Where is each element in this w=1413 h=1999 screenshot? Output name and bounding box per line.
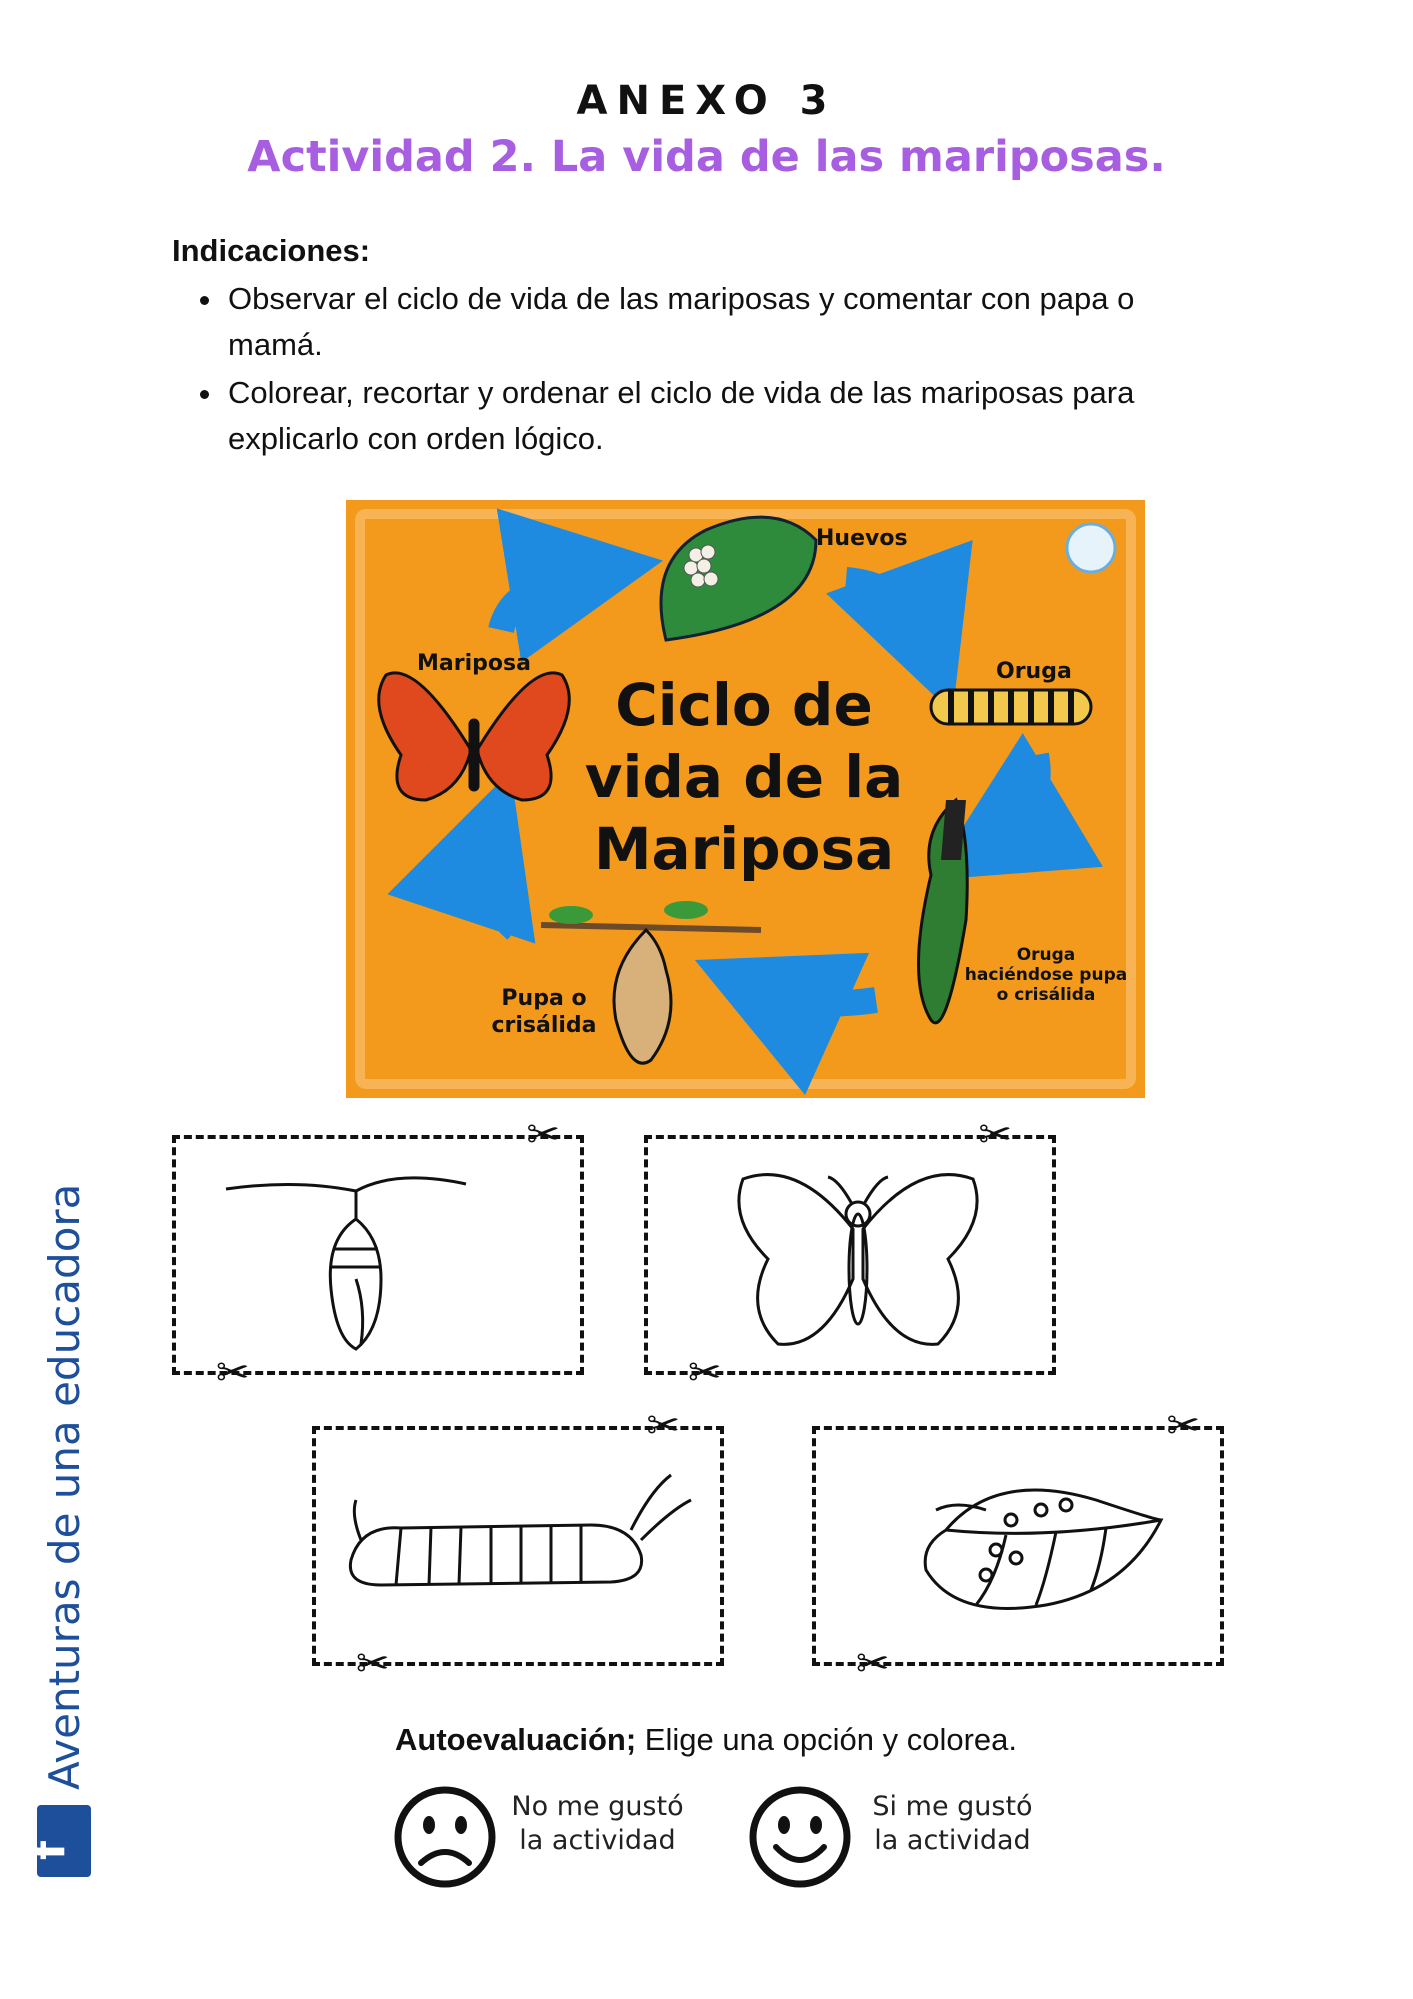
label-oruga-pupa-2: haciéndose pupa bbox=[964, 965, 1128, 985]
chrysalis-icon bbox=[216, 1149, 486, 1359]
cut-card-eggs-leaf bbox=[812, 1403, 1224, 1687]
scissors-icon: ✂ bbox=[1166, 1403, 1200, 1449]
poster-title-line-2: vida de la bbox=[584, 743, 904, 811]
scissors-icon: ✂ bbox=[646, 1403, 680, 1449]
option-like-line-2: la actividad bbox=[874, 1825, 1031, 1856]
label-oruga-pupa-3: o crisálida bbox=[996, 985, 1096, 1005]
poster-title-line-3: Mariposa bbox=[593, 815, 895, 883]
logo-icon bbox=[1067, 524, 1115, 572]
brand-text: Aventuras de una educadora bbox=[40, 1183, 89, 1790]
scissors-icon: ✂ bbox=[978, 1112, 1012, 1158]
leaf-eggs-icon bbox=[896, 1480, 1166, 1630]
brand-sidebar bbox=[24, 1160, 95, 1880]
scissors-icon: ✂ bbox=[356, 1641, 390, 1687]
butterfly-icon bbox=[728, 1159, 988, 1359]
label-pupa-2: crisálida bbox=[491, 1013, 597, 1038]
svg-text:f: f bbox=[24, 1840, 75, 1860]
annex-title: ANEXO 3 bbox=[576, 78, 837, 124]
activity-title: Actividad 2. La vida de las mariposas. bbox=[247, 132, 1166, 182]
option-like-line-1: Si me gustó bbox=[872, 1791, 1033, 1822]
scissors-icon: ✂ bbox=[688, 1350, 722, 1396]
option-dislike-line-2: la actividad bbox=[519, 1825, 676, 1856]
cut-card-chrysalis bbox=[172, 1112, 584, 1396]
option-dislike bbox=[505, 1790, 690, 1858]
label-oruga: Oruga bbox=[996, 659, 1072, 684]
instructions-list bbox=[172, 276, 1232, 464]
instructions-heading: Indicaciones: bbox=[172, 233, 371, 268]
option-dislike-line-1: No me gustó bbox=[511, 1791, 684, 1822]
self-evaluation-instruction: Elige una opción y colorea. bbox=[636, 1722, 1018, 1757]
sad-face-icon[interactable] bbox=[393, 1785, 497, 1889]
instruction-item: Colorear, recortar y ordenar el ciclo de vida de las mariposas para explicarlo con orden lógico. bbox=[172, 370, 1232, 462]
self-evaluation-label: Autoevaluación; bbox=[395, 1722, 637, 1757]
label-huevos: Huevos bbox=[816, 526, 908, 551]
option-like bbox=[860, 1790, 1045, 1858]
life-cycle-poster bbox=[346, 500, 1145, 1098]
scissors-icon: ✂ bbox=[526, 1112, 560, 1158]
poster-title-line-1: Ciclo de bbox=[615, 671, 873, 739]
label-oruga-pupa-1: Oruga bbox=[1016, 945, 1076, 965]
scissors-icon: ✂ bbox=[216, 1350, 250, 1396]
happy-face-icon[interactable] bbox=[748, 1785, 852, 1889]
label-pupa-1: Pupa o bbox=[501, 986, 587, 1011]
instruction-item: Observar el ciclo de vida de las mariposas y comentar con papa o mamá. bbox=[172, 276, 1232, 368]
label-mariposa: Mariposa bbox=[417, 651, 531, 676]
cut-card-caterpillar bbox=[312, 1403, 724, 1687]
caterpillar-color-icon bbox=[931, 690, 1091, 724]
caterpillar-icon bbox=[341, 1470, 701, 1620]
cut-card-butterfly bbox=[644, 1112, 1056, 1396]
self-evaluation-prompt bbox=[395, 1722, 1017, 1758]
scissors-icon: ✂ bbox=[856, 1641, 890, 1687]
